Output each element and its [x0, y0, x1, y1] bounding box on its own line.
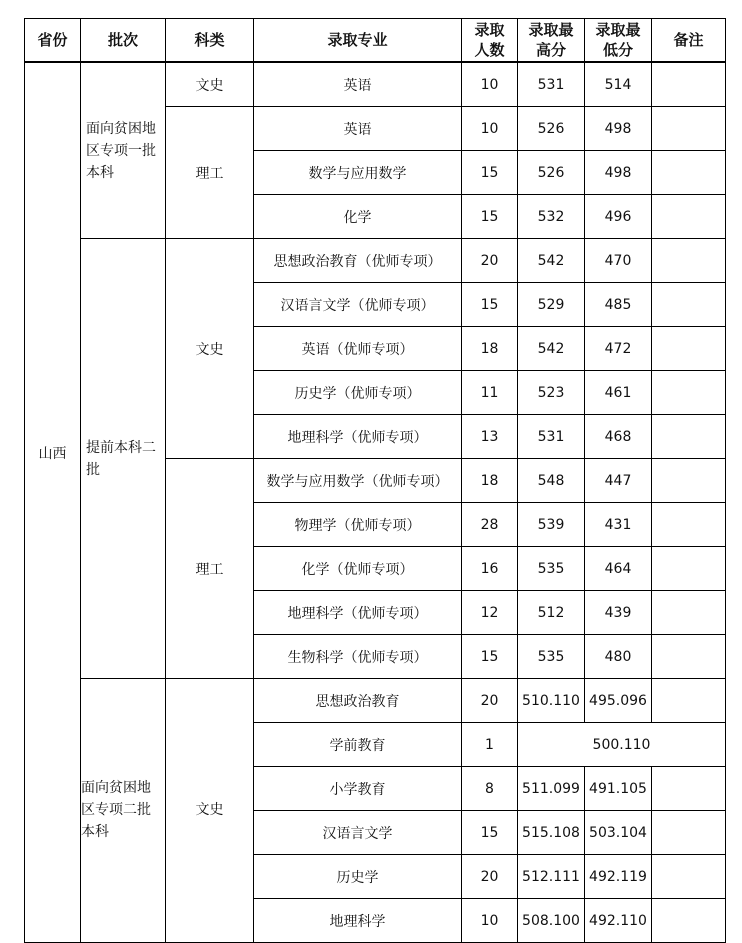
- table-row: [25, 62, 726, 107]
- max-score-cell: 542: [518, 239, 585, 283]
- count-cell: 11: [462, 371, 518, 415]
- count-cell: 20: [462, 855, 518, 899]
- major-cell: 历史学（优师专项）: [254, 371, 462, 415]
- count-cell: 13: [462, 415, 518, 459]
- major-cell: 历史学: [254, 855, 462, 899]
- major-cell: 数学与应用数学（优师专项）: [254, 459, 462, 503]
- major-cell: 地理科学: [254, 899, 462, 943]
- note-cell: [652, 811, 726, 855]
- major-cell: 地理科学（优师专项）: [254, 591, 462, 635]
- table-row: [25, 239, 726, 283]
- min-score-cell: 503.104: [585, 811, 652, 855]
- note-cell: [652, 239, 726, 283]
- max-score-cell: 532: [518, 195, 585, 239]
- max-score-cell: 548: [518, 459, 585, 503]
- major-cell: 物理学（优师专项）: [254, 503, 462, 547]
- note-cell: [652, 195, 726, 239]
- min-score-cell: 447: [585, 459, 652, 503]
- max-score-cell: 508.100: [518, 899, 585, 943]
- category-cell: 理工: [166, 459, 254, 679]
- max-score-cell: 526: [518, 107, 585, 151]
- major-cell: 化学: [254, 195, 462, 239]
- min-score-cell: 491.105: [585, 767, 652, 811]
- note-cell: [652, 283, 726, 327]
- max-score-cell: 526: [518, 151, 585, 195]
- major-cell: 学前教育: [254, 723, 462, 767]
- max-score-cell: 535: [518, 635, 585, 679]
- count-cell: 28: [462, 503, 518, 547]
- min-score-cell: 464: [585, 547, 652, 591]
- note-cell: [652, 547, 726, 591]
- min-score-cell: 498: [585, 151, 652, 195]
- count-cell: 20: [462, 239, 518, 283]
- min-score-cell: 470: [585, 239, 652, 283]
- major-cell: 汉语言文学（优师专项）: [254, 283, 462, 327]
- major-cell: 化学（优师专项）: [254, 547, 462, 591]
- max-score-cell: 523: [518, 371, 585, 415]
- min-score-cell: 492.110: [585, 899, 652, 943]
- note-cell: [652, 62, 726, 107]
- min-score-cell: 468: [585, 415, 652, 459]
- major-cell: 小学教育: [254, 767, 462, 811]
- admission-table: [24, 18, 726, 943]
- note-cell: [652, 899, 726, 943]
- min-score-cell: 472: [585, 327, 652, 371]
- batch-cell: 面向贫困地区专项二批本科: [81, 679, 166, 943]
- note-cell: [652, 591, 726, 635]
- header-province: 省份: [25, 19, 81, 63]
- count-cell: 15: [462, 635, 518, 679]
- major-cell: 数学与应用数学: [254, 151, 462, 195]
- major-cell: 汉语言文学: [254, 811, 462, 855]
- major-cell: 思想政治教育: [254, 679, 462, 723]
- header-row: [25, 19, 726, 63]
- min-score-cell: 495.096: [585, 679, 652, 723]
- major-cell: 英语: [254, 62, 462, 107]
- count-cell: 20: [462, 679, 518, 723]
- max-score-cell: 542: [518, 327, 585, 371]
- province-cell: 山西: [25, 62, 81, 943]
- max-score-cell: 515.108: [518, 811, 585, 855]
- count-cell: 18: [462, 459, 518, 503]
- min-score-cell: 431: [585, 503, 652, 547]
- header-batch: 批次: [81, 19, 166, 63]
- count-cell: 16: [462, 547, 518, 591]
- header-max-score: 录取最高分: [518, 19, 585, 63]
- count-cell: 8: [462, 767, 518, 811]
- header-major: 录取专业: [254, 19, 462, 63]
- min-score-cell: 496: [585, 195, 652, 239]
- min-score-cell: 514: [585, 62, 652, 107]
- max-score-cell: 510.110: [518, 679, 585, 723]
- major-cell: 思想政治教育（优师专项）: [254, 239, 462, 283]
- header-count: 录取人数: [462, 19, 518, 63]
- merged-score-cell: 500.110: [518, 723, 726, 767]
- header-min-score: 录取最低分: [585, 19, 652, 63]
- category-cell: 理工: [166, 107, 254, 239]
- major-cell: 英语: [254, 107, 462, 151]
- min-score-cell: 498: [585, 107, 652, 151]
- min-score-cell: 480: [585, 635, 652, 679]
- count-cell: 10: [462, 107, 518, 151]
- max-score-cell: 512.111: [518, 855, 585, 899]
- major-cell: 英语（优师专项）: [254, 327, 462, 371]
- max-score-cell: 539: [518, 503, 585, 547]
- max-score-cell: 531: [518, 415, 585, 459]
- min-score-cell: 461: [585, 371, 652, 415]
- note-cell: [652, 415, 726, 459]
- min-score-cell: 492.119: [585, 855, 652, 899]
- count-cell: 15: [462, 195, 518, 239]
- max-score-cell: 531: [518, 62, 585, 107]
- note-cell: [652, 767, 726, 811]
- batch-cell: 提前本科二批: [81, 239, 166, 679]
- note-cell: [652, 503, 726, 547]
- count-cell: 18: [462, 327, 518, 371]
- major-cell: 地理科学（优师专项）: [254, 415, 462, 459]
- min-score-cell: 439: [585, 591, 652, 635]
- category-cell: 文史: [166, 239, 254, 459]
- batch-cell: 面向贫困地区专项一批本科: [81, 62, 166, 239]
- count-cell: 15: [462, 283, 518, 327]
- note-cell: [652, 635, 726, 679]
- min-score-cell: 485: [585, 283, 652, 327]
- max-score-cell: 511.099: [518, 767, 585, 811]
- max-score-cell: 512: [518, 591, 585, 635]
- max-score-cell: 529: [518, 283, 585, 327]
- header-category: 科类: [166, 19, 254, 63]
- count-cell: 12: [462, 591, 518, 635]
- category-cell: 文史: [166, 62, 254, 107]
- max-score-cell: 535: [518, 547, 585, 591]
- count-cell: 10: [462, 899, 518, 943]
- major-cell: 生物科学（优师专项）: [254, 635, 462, 679]
- count-cell: 10: [462, 62, 518, 107]
- note-cell: [652, 151, 726, 195]
- category-cell: 文史: [166, 679, 254, 943]
- count-cell: 15: [462, 811, 518, 855]
- header-note: 备注: [652, 19, 726, 63]
- table-row: [25, 679, 726, 723]
- note-cell: [652, 459, 726, 503]
- note-cell: [652, 371, 726, 415]
- note-cell: [652, 107, 726, 151]
- note-cell: [652, 327, 726, 371]
- note-cell: [652, 855, 726, 899]
- note-cell: [652, 679, 726, 723]
- count-cell: 1: [462, 723, 518, 767]
- count-cell: 15: [462, 151, 518, 195]
